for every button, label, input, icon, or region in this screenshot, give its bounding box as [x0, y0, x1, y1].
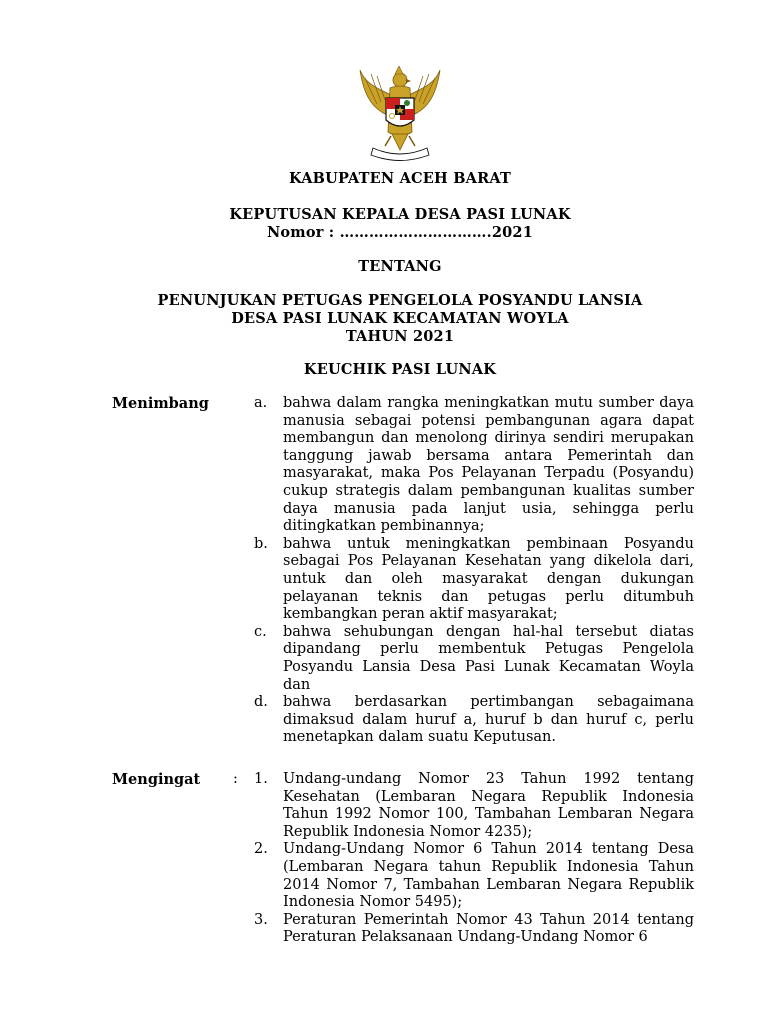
item-text: bahwa berdasarkan pertimbangan sebagaimana dimaksud dalam huruf a, huruf b dan huruf c, perlu menetapkan dalam suatu Keputusan. [283, 694, 694, 746]
item-marker: 2. [254, 841, 268, 858]
item-text: bahwa untuk meningkatkan pembinaan Posyandu sebagai Pos Pelayanan Kesehatan yang dikelola dari, untuk dan oleh masyarakat dengan dukungan pelayanan teknis dan petugas perlu ditumbuh kembangkan peran aktif masyarakat; [283, 535, 694, 623]
menimbang-list [254, 395, 694, 747]
item-marker: 1. [254, 771, 268, 787]
subject-line-1: PENUNJUKAN PETUGAS PENGELOLA POSYANDU LANSIA [157, 292, 643, 309]
decree-title: KEPUTUSAN KEPALA DESA PASI LUNAK [229, 206, 571, 223]
item-marker: c. [254, 623, 267, 640]
mengingat-list [254, 771, 694, 947]
list-item [254, 694, 694, 747]
item-marker: d. [254, 694, 268, 711]
list-item [254, 536, 694, 624]
mengingat-label: Mengingat [112, 771, 201, 788]
item-text: bahwa sehubungan dengan hal-hal tersebut diatas dipandang perlu membentuk Petugas Pengelola Posyandu Lansia Desa Pasi Lunak Kecamatan Woyla dan [283, 623, 694, 693]
garuda-pancasila-emblem-icon [355, 60, 445, 166]
item-text: Undang-Undang Nomor 6 Tahun 2014 tentang Desa (Lembaran Negara tahun Republik Indonesia Tahun 2014 Nomor 7, Tambahan Lembaran Negara Republik Indonesia Nomor 5495); [283, 841, 694, 911]
subject-line-3: TAHUN 2021 [345, 328, 455, 345]
menimbang-label: Menimbang [112, 395, 209, 412]
official-heading: KEUCHIK PASI LUNAK [303, 361, 497, 378]
mengingat-colon: : [233, 771, 238, 787]
list-item [254, 395, 694, 536]
decree-number: Nomor : ………………………….2021 [266, 224, 534, 241]
list-item [254, 841, 694, 911]
item-text: Peraturan Pemerintah Nomor 43 Tahun 2014 tentang Peraturan Pelaksanaan Undang-Undang Nomor 6 [283, 911, 694, 946]
item-text: Undang-undang Nomor 23 Tahun 1992 tentang Kesehatan (Lembaran Negara Republik Indonesia Tahun 1992 Nomor 100, Tambahan Lembaran Negara Republik Indonesia Nomor 4235); [283, 771, 694, 840]
list-item [254, 912, 694, 947]
subject-line-2: DESA PASI LUNAK KECAMATAN WOYLA [231, 310, 569, 327]
item-text: bahwa dalam rangka meningkatkan mutu sumber daya manusia sebagai potensi pembangunan agara dapat membangun dan menolong dirinya sendiri merupakan tanggung jawab bersama antara Pemerintah dan masyarakat, maka Pos Pelayanan Terpadu (Posyandu) cukup strategis dalam pembangunan kualitas sumber daya manusia pada lanjut usia, sehingga perlu ditingkatkan pembinannya; [283, 395, 694, 535]
about-heading: TENTANG [358, 258, 442, 275]
item-marker: b. [254, 535, 268, 552]
list-item [254, 624, 694, 694]
item-marker: a. [254, 395, 268, 411]
list-item [254, 771, 694, 841]
regency-heading: KABUPATEN ACEH BARAT [288, 170, 511, 187]
item-marker: 3. [254, 911, 268, 928]
